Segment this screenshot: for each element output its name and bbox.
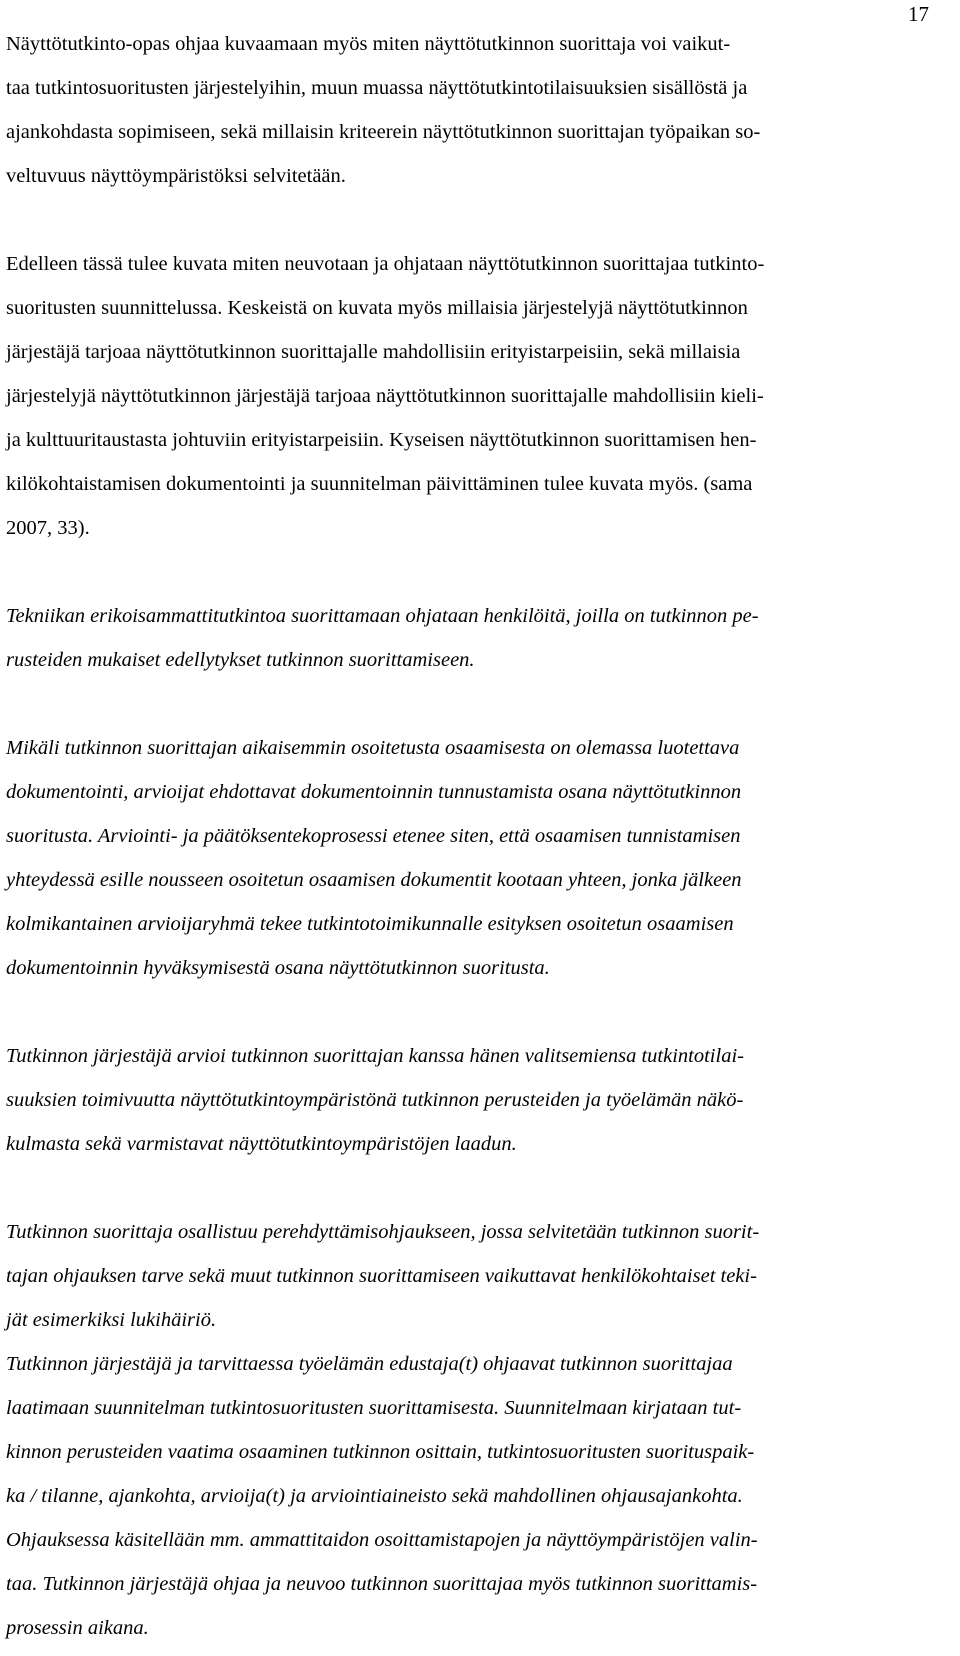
text-line: kolmikantainen arvioijaryhmä tekee tutkintotoimikunnalle esityksen osoitetun osaamisen — [6, 913, 734, 935]
text-line: Mikäli tutkinnon suorittajan aikaisemmin osoitetusta osaamisesta on olemassa luotettava — [6, 737, 740, 759]
text-line: Tutkinnon järjestäjä ja tarvittaessa työelämän edustaja(t) ohjaavat tutkinnon suorittajaa — [6, 1353, 733, 1375]
paragraph-guidance — [6, 242, 904, 550]
text-line: kulmasta sekä varmistavat näyttötutkintoympäristöjen laadun. — [6, 1133, 517, 1155]
paragraph-planning — [6, 1342, 904, 1650]
text-line: jät esimerkiksi lukihäiriö. — [6, 1309, 217, 1331]
paragraph-guide-intro — [6, 22, 904, 198]
text-line: järjestäjä tarjoaa näyttötutkinnon suorittajalle mahdollisiin erityistarpeisiin, sekä millaisia — [6, 341, 741, 363]
text-line: ajankohdasta sopimiseen, sekä millaisin kriteerein näyttötutkinnon suorittajan työpaikan so- — [6, 121, 761, 143]
text-line: tajan ohjauksen tarve sekä muut tutkinnon suorittamiseen vaikuttavat henkilökohtaiset teki- — [6, 1265, 757, 1287]
document-body — [6, 22, 904, 1650]
text-line: yhteydessä esille nousseen osoitetun osaamisen dokumentit kootaan yhteen, jonka jälkeen — [6, 869, 742, 891]
text-line: dokumentointi, arvioijat ehdottavat dokumentoinnin tunnustamista osana näyttötutkinnon — [6, 781, 742, 803]
text-line: laatimaan suunnitelman tutkintosuoritusten suorittamisesta. Suunnitelmaan kirjataan tut- — [6, 1397, 742, 1419]
text-line: suoritusten suunnittelussa. Keskeistä on kuvata myös millaisia järjestelyjä näyttötutkinnon — [6, 297, 748, 319]
text-line: rusteiden mukaiset edellytykset tutkinnon suorittamiseen. — [6, 649, 475, 671]
text-line: ka / tilanne, ajankohta, arvioija(t) ja arviointiaineisto sekä mahdollinen ohjausajankohta. — [6, 1485, 743, 1507]
paragraph-eligibility — [6, 594, 904, 682]
text-line: prosessin aikana. — [6, 1617, 149, 1639]
text-line: Ohjauksessa käsitellään mm. ammattitaidon osoittamistapojen ja näyttöympäristöjen valin- — [6, 1529, 758, 1551]
text-line: Tutkinnon suorittaja osallistuu perehdyttämisohjaukseen, jossa selvitetään tutkinnon suorit- — [6, 1221, 760, 1243]
text-line: taa tutkintosuoritusten järjestelyihin, muun muassa näyttötutkintotilaisuuksien sisällöstä ja — [6, 77, 748, 99]
text-line: järjestelyjä näyttötutkinnon järjestäjä tarjoaa näyttötutkinnon suorittajalle mahdollisiin kieli- — [6, 385, 764, 407]
text-line: taa. Tutkinnon järjestäjä ohjaa ja neuvoo tutkinnon suorittajaa myös tutkinnon suorittamis- — [6, 1573, 758, 1595]
text-line: veltuvuus näyttöympäristöksi selvitetään. — [6, 165, 346, 187]
text-line: dokumentoinnin hyväksymisestä osana näyttötutkinnon suoritusta. — [6, 957, 550, 979]
text-line: Edelleen tässä tulee kuvata miten neuvotaan ja ohjataan näyttötutkinnon suorittajaa tutkinto- — [6, 253, 765, 275]
text-line: kinnon perusteiden vaatima osaaminen tutkinnon osittain, tutkintosuoritusten suorituspaik- — [6, 1441, 755, 1463]
text-line: 2007, 33). — [6, 517, 90, 539]
text-line: kilökohtaistamisen dokumentointi ja suunnitelman päivittäminen tulee kuvata myös. (sama — [6, 473, 753, 495]
text-line: ja kulttuuritaustasta johtuviin erityistarpeisiin. Kyseisen näyttötutkinnon suorittamisen hen- — [6, 429, 757, 451]
text-line: Tekniikan erikoisammattitutkintoa suorittamaan ohjataan henkilöitä, joilla on tutkinnon pe- — [6, 605, 759, 627]
text-line: suoritusta. Arviointi- ja päätöksentekoprosessi etenee siten, että osaamisen tunnistamisen — [6, 825, 741, 847]
paragraph-prior-competence — [6, 726, 904, 990]
page-number: 17 — [908, 2, 929, 26]
paragraph-environment-evaluation — [6, 1034, 904, 1166]
text-line: Tutkinnon järjestäjä arvioi tutkinnon suorittajan kanssa hänen valitsemiensa tutkintotilai- — [6, 1045, 744, 1067]
text-line: suuksien toimivuutta näyttötutkintoympäristönä tutkinnon perusteiden ja työelämän näkö- — [6, 1089, 744, 1111]
paragraph-orientation — [6, 1210, 904, 1342]
text-line: Näyttötutkinto-opas ohjaa kuvaamaan myös miten näyttötutkinnon suorittaja voi vaikut- — [6, 33, 731, 55]
